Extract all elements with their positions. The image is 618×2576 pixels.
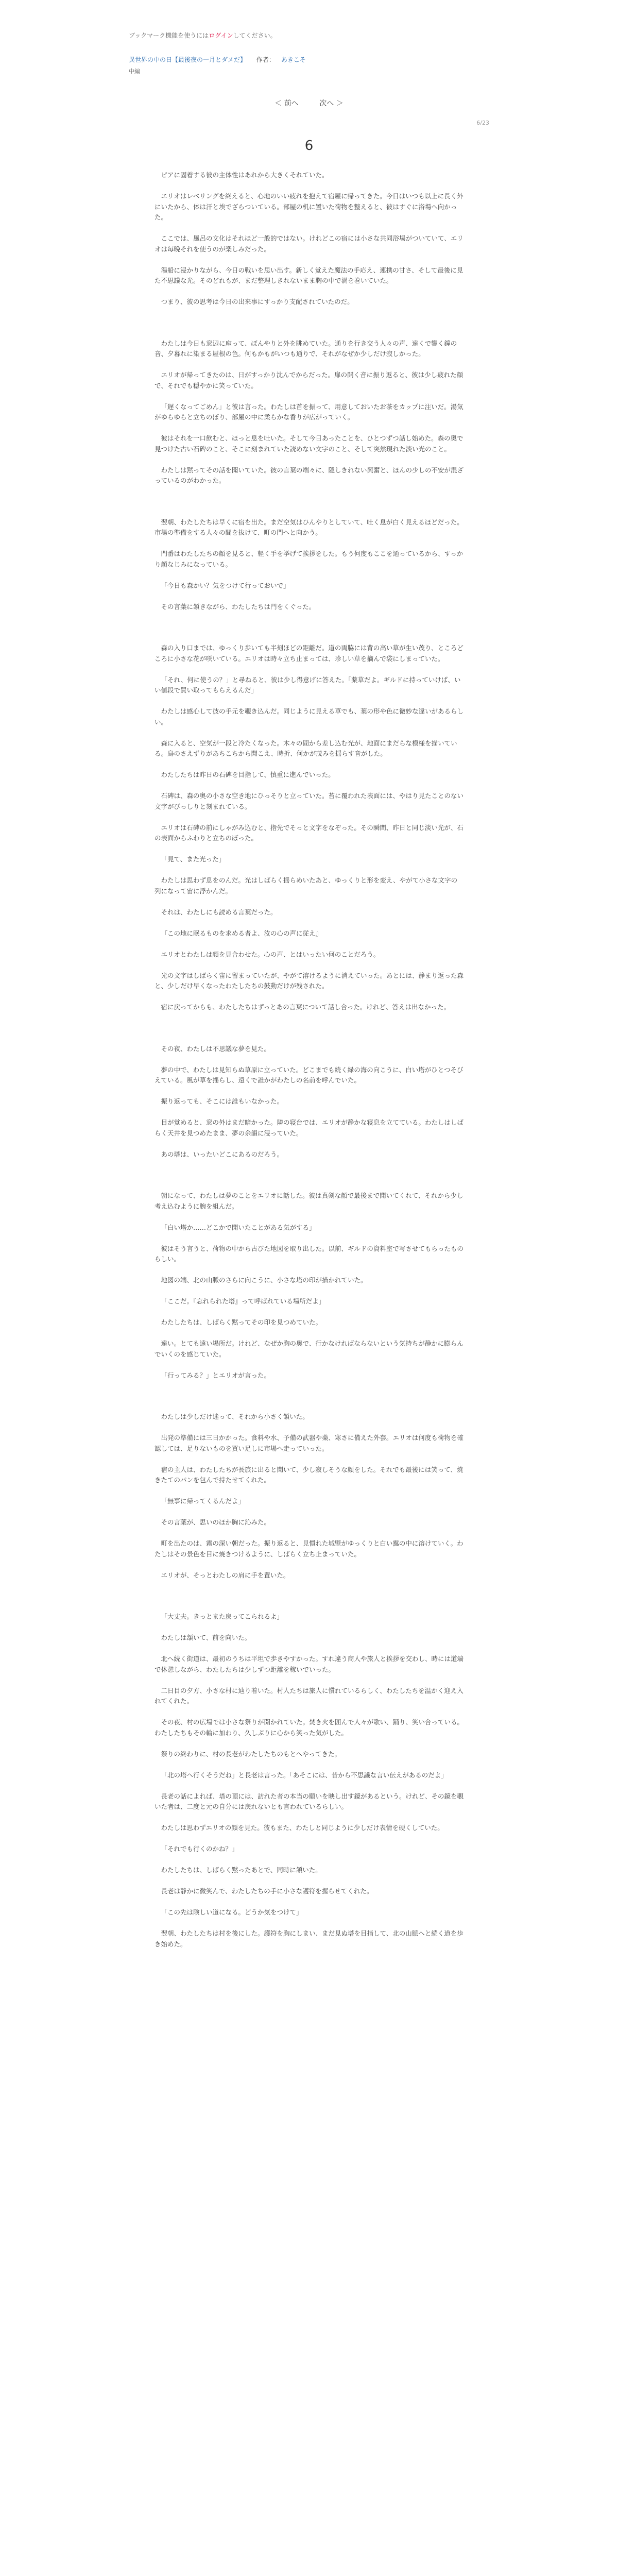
novel-paragraph: 目が覚めると、窓の外はまだ暗かった。隣の寝台では、エリオが静かな寝息を立てている。わたしはしばらく天井を見つめたまま、夢の余韻に浸っていた。 [154,1118,464,1137]
novel-paragraph: 彼はそれを一口飲むと、ほっと息を吐いた。そして今日あったことを、ひとつずつ話し始めた。森の奥で見つけた古い石碑のこと、そこに刻まれていた読めない文字のこと、そして突然現れた淡い光のこと。 [154,434,464,453]
novel-paragraph: 長老の話によれば、塔の頂には、訪れた者の本当の願いを映し出す鏡があるという。けれど、その鏡を覗いた者は、二度と元の自分には戻れないとも言われているらしい。 [154,1792,464,1810]
novel-paragraph: わたしは感心して彼の手元を覗き込んだ。同じように見える草でも、葉の形や色に微妙な違いがあるらしい。 [154,707,464,726]
series-info [129,55,489,64]
novel-paragraph: 二日目の夕方、小さな村に辿り着いた。村人たちは旅人に慣れているらしく、わたしたちを温かく迎え入れてくれた。 [154,1686,464,1705]
novel-paragraph: 石碑は、森の奥の小さな空き地にひっそりと立っていた。苔に覆われた表面には、やはり見たことのない文字がびっしりと刻まれている。 [154,792,464,810]
novel-paragraph: 北へ続く街道は、最初のうちは平坦で歩きやすかった。すれ違う商人や旅人と挨拶を交わし、時には道端で休憩しながら、わたしたちは少しずつ距離を稼いでいった。 [154,1655,464,1673]
novel-body [154,170,464,1960]
series-meta: 中編 [129,68,140,75]
notice-text-suffix: してください。 [233,32,277,39]
novel-paragraph: 祭りの終わりに、村の長老がわたしたちのもとへやってきた。 [161,1750,341,1758]
novel-paragraph: エリオは石碑の前にしゃがみ込むと、指先でそっと文字をなぞった。その瞬間、昨日と同じ淡い光が、石の表面からふわりと立ちのぼった。 [154,823,464,842]
novel-paragraph: 遠い。とても遠い場所だ。けれど、なぜか胸の奥で、行かなければならないという気持ちが静かに膨らんでいくのを感じていた。 [154,1340,464,1358]
login-link[interactable]: ログイン [209,32,233,39]
novel-paragraph: ピアに固着する彼の主体性はあれから大きくそれていた。 [161,171,329,179]
page-count: 6/23 [476,120,489,126]
novel-paragraph: 「この先は険しい道になる。どうか気をつけて」 [161,1908,303,1916]
novel-paragraph: 彼はそう言うと、荷物の中から古びた地図を取り出した。以前、ギルドの資料室で写させてもらったものらしい。 [154,1244,464,1263]
next-page-link[interactable]: 次へ ＞ [319,99,344,108]
novel-paragraph: 翌朝、わたしたちは村を後にした。護符を胸にしまい、まだ見ぬ塔を目指して、北の山脈へと続く道を歩き始めた。 [154,1929,464,1948]
novel-paragraph: 出発の準備には三日かかった。食料や水、予備の武器や薬、寒さに備えた外套。エリオは何度も荷物を確認しては、足りないものを買い足しに市場へ走っていった。 [154,1434,464,1452]
novel-paragraph: その夜、わたしは不思議な夢を見た。 [161,1044,271,1053]
novel-paragraph: エリオとわたしは顔を見合わせた。心の声、とはいったい何のことだろう。 [161,950,380,958]
novel-paragraph: 「見て、また光った」 [161,855,226,863]
author-link[interactable]: あきこそ [281,56,306,63]
chapter-number: 6 [304,138,314,154]
novel-paragraph: 湯船に浸かりながら、今日の戦いを思い出す。新しく覚えた魔法の手応え、連携の甘さ、そして最後に見た不思議な光。そのどれもが、まだ整理しきれないまま胸の中で渦を巻いていた。 [154,266,464,284]
novel-paragraph: 「それでも行くのかね？」 [161,1845,238,1853]
novel-paragraph: 朝になって、わたしは夢のことをエリオに話した。彼は真剣な顔で最後まで聞いてくれて、それから少し考え込むように腕を組んだ。 [154,1192,464,1210]
novel-paragraph: 『この地に眠るものを求める者よ、汝の心の声に従え』 [161,929,322,937]
novel-paragraph: その言葉に頷きながら、わたしたちは門をくぐった。 [161,602,316,611]
login-notice [129,31,489,40]
novel-paragraph: わたしたちは、しばらく黙ってその印を見つめていた。 [161,1318,322,1326]
notice-text: ブックマーク機能を使うには [129,32,209,39]
novel-paragraph: 「大丈夫。きっとまた戻ってこられるよ」 [161,1613,284,1620]
novel-paragraph: 振り返っても、そこには誰もいなかった。 [161,1097,284,1105]
novel-paragraph: 「今日も森かい？気をつけて行っておいで」 [161,581,290,589]
novel-paragraph: 夢の中で、わたしは見知らぬ草原に立っていた。どこまでも続く緑の海の向こうに、白い塔がひとつそびえている。風が草を揺らし、遠くで誰かがわたしの名前を呼んでいた。 [154,1065,464,1084]
novel-paragraph: 「それ、何に使うの？」と尋ねると、彼は少し得意げに答えた。「薬草だよ。ギルドに持っていけば、いい値段で買い取ってもらえるんだ」 [154,675,461,694]
novel-paragraph: わたしは今日も窓辺に座って、ぼんやりと外を眺めていた。通りを行き交う人々の声、遠くで響く鐘の音、夕暮れに染まる屋根の色。何もかもがいつも通りで、それがなぜか少しだけ寂しかった。 [154,339,457,358]
series-title-link[interactable]: 異世界の中の日【最後夜の一月とダメだ】 [129,56,247,63]
pager-top [0,98,618,108]
novel-paragraph: 門番はわたしたちの顔を見ると、軽く手を挙げて挨拶をした。もう何度もここを通っているから、すっかり顔なじみになっている。 [154,550,464,568]
novel-paragraph: わたしは少しだけ迷って、それから小さく頷いた。 [161,1413,309,1420]
novel-paragraph: その夜、村の広場では小さな祭りが開かれていた。焚き火を囲んで人々が歌い、踊り、笑い合っている。わたしたちもその輪に加わり、久しぶりに心から笑った気がした。 [154,1718,464,1737]
novel-paragraph: 長老は静かに微笑んで、わたしたちの手に小さな護符を握らせてくれた。 [161,1887,373,1895]
novel-paragraph: わたしは頷いて、前を向いた。 [161,1634,251,1641]
novel-paragraph: つまり、彼の思考は今日の出来事にすっかり支配されていたのだ。 [161,298,354,306]
novel-paragraph: 町を出たのは、霧の深い朝だった。振り返ると、見慣れた城壁がゆっくりと白い靄の中に溶けていく。わたしはその景色を目に焼きつけるように、しばらく立ち止まっていた。 [154,1539,464,1558]
novel-paragraph: わたしたちは昨日の石碑を目指して、慎重に進んでいった。 [161,771,335,778]
novel-paragraph: 「北の塔へ行くそうだね」と長老は言った。「あそこには、昔から不思議な言い伝えがあるのだよ」 [161,1771,448,1779]
novel-paragraph: ここでは、風呂の文化はそれほど一般的ではない。けれどこの宿には小さな共同浴場がついていて、エリオは毎晩それを使うのが楽しみだった。 [154,234,464,253]
novel-paragraph: わたしは思わず息をのんだ。光はしばらく揺らめいたあと、ゆっくりと形を変え、やがて小さな文字の列になって宙に浮かんだ。 [154,876,458,895]
novel-paragraph: 地図の端、北の山脈のさらに向こうに、小さな塔の印が描かれていた。 [161,1276,367,1284]
novel-paragraph: あの塔は、いったいどこにあるのだろう。 [161,1150,284,1158]
header [129,31,489,75]
novel-paragraph: 「白い塔か……どこかで聞いたことがある気がする」 [161,1223,316,1231]
novel-paragraph: わたしは思わずエリオの顔を見た。彼もまた、わたしと同じように少しだけ表情を硬くしていた。 [161,1824,444,1832]
novel-paragraph: 光の文字はしばらく宙に留まっていたが、やがて溶けるように消えていった。あとには、静まり返った森と、少しだけ早くなったわたしたちの鼓動だけが残された。 [154,971,464,990]
novel-paragraph: わたしたちは、しばらく黙ったあとで、同時に頷いた。 [161,1866,322,1874]
novel-paragraph: 宿に戻ってからも、わたしたちはずっとあの言葉について話し合った。けれど、答えは出なかった。 [161,1003,451,1011]
novel-paragraph: それは、わたしにも読める言葉だった。 [161,908,277,916]
novel-paragraph: その言葉が、思いのほか胸に沁みた。 [161,1518,271,1526]
novel-paragraph: 「遅くなってごめん」と彼は言った。わたしは首を振って、用意しておいたお茶をカップに注いだ。湯気がゆらゆらと立ちのぼり、部屋の中に柔らかな香りが広がっていく。 [154,402,464,421]
novel-paragraph: 翌朝、わたしたちは早くに宿を出た。まだ空気はひんやりとしていて、吐く息が白く見えるほどだった。市場の準備をする人々の間を抜けて、町の門へと向かう。 [154,518,464,536]
novel-paragraph: 森に入ると、空気が一段と冷たくなった。木々の間から差し込む光が、地面にまだらな模様を描いている。鳥のさえずりがあちこちから聞こえ、時折、何かが茂みを揺らす音がした。 [154,739,457,757]
novel-paragraph: エリオが帰ってきたのは、日がすっかり沈んでからだった。扉の開く音に振り返ると、彼は少し疲れた顔で、それでも穏やかに笑っていた。 [154,371,464,389]
novel-paragraph: 森の入り口までは、ゆっくり歩いても半刻ほどの距離だ。道の両脇には背の高い草が生い茂り、ところどころに小さな花が咲いている。エリオは時々立ち止まっては、珍しい草を摘んで袋にしまっていた。 [154,644,464,663]
author-label: 作者： [256,56,275,63]
novel-paragraph: 「無事に帰ってくるんだよ」 [161,1497,245,1505]
novel-paragraph: エリオはレベリングを終えると、心地のいい疲れを抱えて宿屋に帰ってきた。今日はいつも以上に長く外にいたから、体は汗と埃でざらついている。部屋の机に置いた荷物を整えると、彼はすぐに浴場へ向かった。 [154,192,464,221]
prev-page-link[interactable]: ＜ 前へ [274,99,299,108]
novel-paragraph: 宿の主人は、わたしたちが長旅に出ると聞いて、少し寂しそうな顔をした。それでも最後には笑って、焼きたてのパンを包んで持たせてくれた。 [154,1465,464,1484]
novel-paragraph: 「ここだ。『忘れられた塔』って呼ばれている場所だよ」 [161,1297,325,1305]
novel-paragraph: 「行ってみる？」とエリオが言った。 [161,1371,270,1379]
novel-paragraph: わたしは黙ってその話を聞いていた。彼の言葉の端々に、隠しきれない興奮と、ほんの少しの不安が混ざっているのがわかった。 [154,466,464,484]
novel-paragraph: エリオが、そっとわたしの肩に手を置いた。 [161,1571,290,1579]
